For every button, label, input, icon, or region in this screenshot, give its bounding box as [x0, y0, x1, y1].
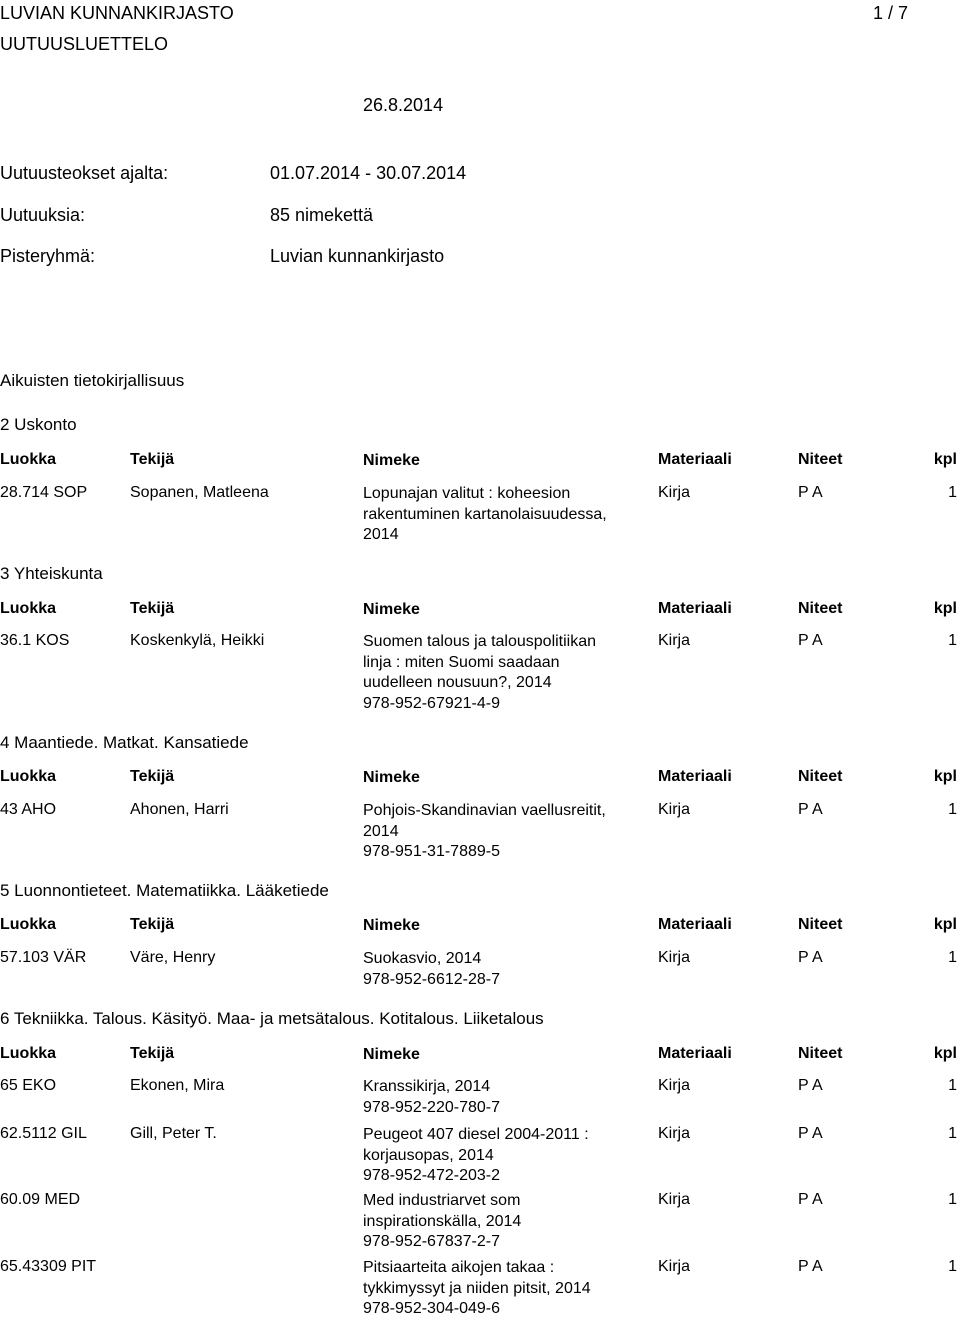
cell-kpl: 1 [948, 801, 957, 818]
category-title: Aikuisten tietokirjallisuus [0, 371, 185, 390]
cell-tekija: Väre, Henry [130, 949, 216, 966]
column-header-kpl: kpl [933, 768, 957, 785]
cell-nimeke [363, 632, 643, 714]
cell-luokka: 36.1 KOS [0, 632, 70, 649]
column-header-niteet: Niteet [798, 600, 843, 617]
cell-nimeke-line: Peugeot 407 diesel 2004-2011 : [363, 1126, 589, 1143]
cell-materiaali: Kirja [658, 1191, 691, 1208]
cell-materiaali: Kirja [658, 632, 691, 649]
cell-nimeke-line: 2014 [363, 822, 399, 840]
cell-nimeke-line: inspirationskälla, 2014 [363, 1212, 522, 1230]
cell-nimeke [363, 484, 643, 546]
period-value: 01.07.2014 - 30.07.2014 [270, 163, 467, 183]
cell-niteet: P A [798, 632, 823, 649]
cell-nimeke [363, 801, 643, 863]
count-value: 85 nimekettä [270, 205, 374, 225]
column-header-luokka: Luokka [0, 451, 57, 468]
cell-kpl: 1 [948, 1258, 957, 1275]
cell-tekija: Gill, Peter T. [130, 1125, 217, 1142]
cell-nimeke-line: 978-952-220-780-7 [363, 1098, 500, 1116]
section-title: 4 Maantiede. Matkat. Kansatiede [0, 733, 249, 752]
cell-luokka: 57.103 VÄR [0, 949, 87, 966]
cell-nimeke [363, 1077, 643, 1118]
column-header-materiaali: Materiaali [658, 768, 732, 785]
cell-tekija: Koskenkylä, Heikki [130, 632, 265, 649]
cell-materiaali: Kirja [658, 484, 691, 501]
cell-luokka: 62.5112 GIL [0, 1125, 87, 1142]
cell-niteet: P A [798, 949, 823, 966]
cell-niteet: P A [798, 801, 823, 818]
column-header-nimeke: Nimeke [363, 917, 420, 934]
cell-nimeke-line: 978-952-67837-2-7 [363, 1233, 500, 1250]
library-name: LUVIAN KUNNANKIRJASTO [0, 3, 234, 23]
cell-materiaali: Kirja [658, 949, 691, 966]
column-header-luokka: Luokka [0, 1045, 57, 1062]
cell-kpl: 1 [948, 1077, 957, 1094]
period-label: Uutuusteokset ajalta: [0, 163, 169, 183]
cell-nimeke [363, 1125, 643, 1187]
cell-nimeke-line: 978-952-6612-28-7 [363, 970, 500, 988]
column-header-kpl: kpl [933, 1045, 957, 1062]
column-header-luokka: Luokka [0, 600, 57, 617]
cell-nimeke-line: Kranssikirja, 2014 [363, 1078, 491, 1095]
cell-materiaali: Kirja [658, 1258, 691, 1275]
cell-luokka: 65.43309 PIT [0, 1258, 97, 1275]
list-title: UUTUUSLUETTELO [0, 34, 169, 54]
column-header-materiaali: Materiaali [658, 1045, 732, 1062]
cell-nimeke-line: Suokasvio, 2014 [363, 950, 482, 967]
cell-nimeke [363, 1258, 643, 1320]
column-header-luokka: Luokka [0, 916, 57, 933]
cell-nimeke-line: 2014 [363, 526, 399, 543]
cell-luokka: 43 AHO [0, 801, 57, 818]
cell-nimeke-line: 978-952-67921-4-9 [363, 694, 500, 712]
cell-luokka: 60.09 MED [0, 1191, 81, 1208]
cell-nimeke-line: tykkimyssyt ja niiden pitsit, 2014 [363, 1279, 591, 1297]
cell-niteet: P A [798, 1125, 823, 1142]
cell-tekija: Sopanen, Matleena [130, 484, 269, 501]
column-header-tekija: Tekijä [130, 916, 175, 933]
cell-nimeke-line: Pitsiaarteita aikojen takaa : [363, 1259, 555, 1276]
column-header-materiaali: Materiaali [658, 600, 732, 617]
cell-nimeke-line: Pohjois-Skandinavian vaellusreitit, [363, 802, 606, 819]
cell-nimeke-line: korjausopas, 2014 [363, 1146, 494, 1164]
column-header-materiaali: Materiaali [658, 451, 732, 468]
count-label: Uutuuksia: [0, 205, 86, 225]
cell-nimeke [363, 1191, 643, 1253]
report-date: 26.8.2014 [363, 95, 444, 115]
cell-niteet: P A [798, 1077, 823, 1094]
cell-niteet: P A [798, 1191, 823, 1208]
column-header-materiaali: Materiaali [658, 916, 732, 933]
column-header-niteet: Niteet [798, 916, 843, 933]
section-title: 6 Tekniikka. Talous. Käsityö. Maa- ja metsätalous. Kotitalous. Liiketalous [0, 1009, 544, 1028]
column-header-luokka: Luokka [0, 768, 57, 785]
cell-nimeke-line: 978-952-304-049-6 [363, 1300, 500, 1317]
cell-nimeke [363, 949, 643, 990]
column-header-kpl: kpl [933, 600, 957, 617]
cell-kpl: 1 [948, 1125, 957, 1142]
column-header-kpl: kpl [933, 916, 957, 933]
cell-nimeke-line: rakentuminen kartanolaisuudessa, [363, 505, 607, 523]
column-header-tekija: Tekijä [130, 451, 175, 468]
cell-nimeke-line: uudelleen nousuun?, 2014 [363, 674, 552, 691]
column-header-niteet: Niteet [798, 1045, 843, 1062]
cell-materiaali: Kirja [658, 801, 691, 818]
cell-nimeke-line: linja : miten Suomi saadaan [363, 653, 560, 671]
column-header-nimeke: Nimeke [363, 601, 420, 618]
section-title: 5 Luonnontieteet. Matematiikka. Lääketiede [0, 881, 329, 900]
column-header-tekija: Tekijä [130, 768, 175, 785]
section-title: 2 Uskonto [0, 415, 77, 434]
cell-tekija: Ahonen, Harri [130, 801, 229, 818]
column-header-tekija: Tekijä [130, 600, 175, 617]
column-header-nimeke: Nimeke [363, 452, 420, 469]
cell-kpl: 1 [948, 1191, 957, 1208]
cell-kpl: 1 [948, 632, 957, 649]
group-label: Pisteryhmä: [0, 246, 96, 266]
cell-nimeke-line: 978-952-472-203-2 [363, 1167, 500, 1184]
cell-tekija: Ekonen, Mira [130, 1077, 225, 1094]
page-number: 1 / 7 [873, 3, 909, 23]
cell-luokka: 65 EKO [0, 1077, 57, 1094]
section-title: 3 Yhteiskunta [0, 564, 103, 583]
cell-niteet: P A [798, 1258, 823, 1275]
cell-nimeke-line: Med industriarvet som [363, 1192, 521, 1209]
column-header-tekija: Tekijä [130, 1045, 175, 1062]
group-value: Luvian kunnankirjasto [270, 246, 445, 266]
cell-nimeke-line: Lopunajan valitut : koheesion [363, 485, 571, 502]
column-header-niteet: Niteet [798, 451, 843, 468]
column-header-nimeke: Nimeke [363, 1046, 420, 1063]
column-header-niteet: Niteet [798, 768, 843, 785]
cell-materiaali: Kirja [658, 1077, 691, 1094]
cell-niteet: P A [798, 484, 823, 501]
cell-nimeke-line: 978-951-31-7889-5 [363, 843, 500, 860]
cell-materiaali: Kirja [658, 1125, 691, 1142]
cell-nimeke-line: Suomen talous ja talouspolitiikan [363, 633, 597, 650]
column-header-kpl: kpl [933, 451, 957, 468]
column-header-nimeke: Nimeke [363, 769, 420, 786]
cell-kpl: 1 [948, 484, 957, 501]
cell-kpl: 1 [948, 949, 957, 966]
cell-luokka: 28.714 SOP [0, 484, 88, 501]
